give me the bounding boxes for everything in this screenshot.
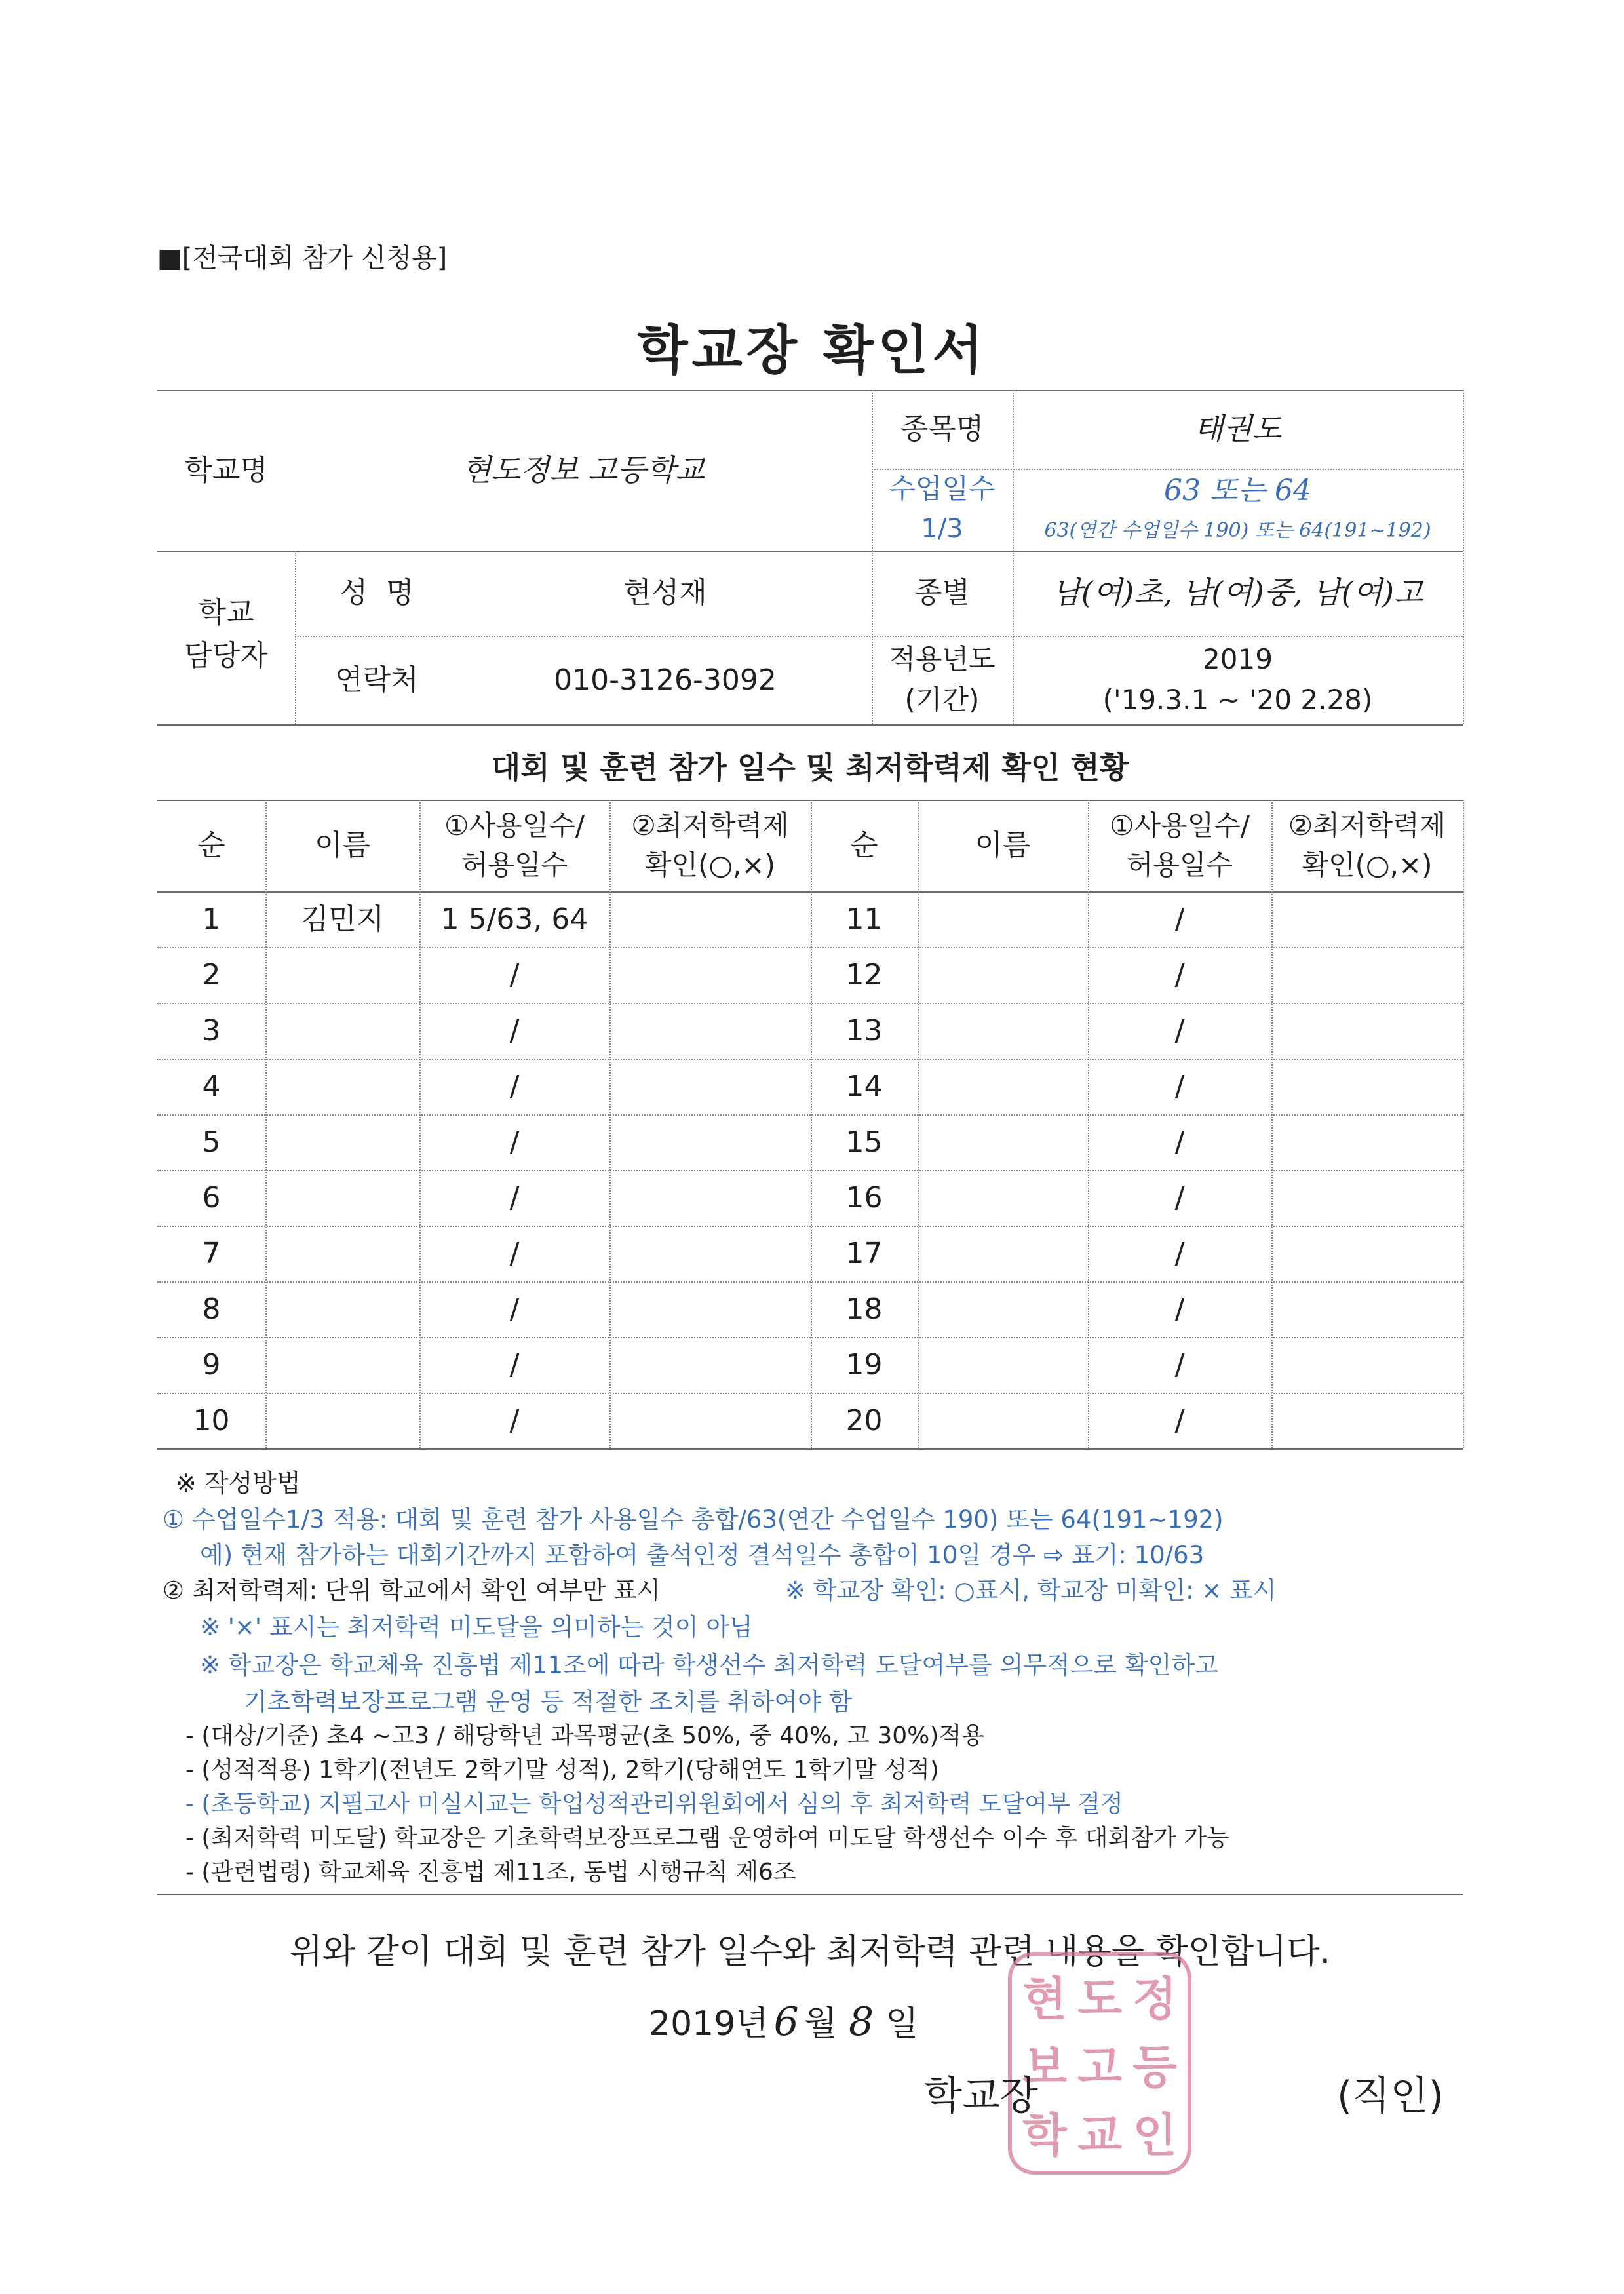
row-no: 8 [202, 1292, 221, 1326]
seal-label: (직인) [1337, 2073, 1444, 2119]
name-value: 현성재 [623, 576, 707, 610]
contact-value: 010-3126-3092 [554, 663, 777, 697]
section-title: 대회 및 훈련 참가 일수 및 최저학력제 확인 현황 [491, 750, 1129, 785]
note-1-example: 예) 현재 참가하는 대회기간까지 포함하여 출석인정 결석일수 총합이 10일 경우 ⇨ 표기: 10/63 [200, 1541, 1205, 1569]
row-days-right: / [1174, 1348, 1185, 1382]
row-no-right: 17 [845, 1236, 883, 1270]
row-no-right: 16 [845, 1180, 883, 1215]
row-no: 7 [202, 1236, 221, 1270]
row-no-right: 20 [845, 1403, 883, 1437]
sport-label: 종목명 [900, 412, 984, 446]
sport-value: 태권도 [1193, 411, 1282, 447]
school-label: 학교명 [184, 453, 268, 487]
header-name-right: 이름 [975, 828, 1031, 863]
days-label: 수업일수 [889, 472, 996, 505]
header-no: 순 [197, 828, 225, 863]
row-days: / [509, 1348, 520, 1382]
detail-1: - (대상/기준) 초4 ~고3 / 해당학년 과목평균(초 50%, 중 40%, 고 30%)적용 [185, 1722, 984, 1749]
row-days-right: / [1174, 1292, 1185, 1326]
days-subvalue: 63(연간 수업일수 190) 또는 64(191~192) [1044, 518, 1431, 542]
row-days: / [509, 1292, 520, 1326]
manager-label: 학교 [198, 596, 254, 630]
header-min-check-right: 확인(○,×) [1302, 848, 1433, 881]
type-value: 남(여)초, 남(여)중, 남(여)고 [1052, 575, 1423, 611]
row-no: 1 [202, 902, 221, 936]
type-label: 종별 [914, 576, 970, 610]
header-name: 이름 [314, 828, 370, 863]
page-title: 학교장 확인서 [637, 320, 987, 381]
row-days: 1 5/63, 64 [440, 902, 589, 936]
row-no: 2 [202, 958, 221, 992]
form-tag: ■[전국대회 참가 신청용] [157, 243, 448, 273]
row-no-right: 19 [845, 1348, 883, 1382]
row-no-right: 18 [845, 1292, 883, 1326]
header-allowed-days-right: 허용일수 [1126, 848, 1233, 881]
row-days: / [509, 958, 520, 992]
date-line [649, 1996, 918, 2045]
header-min-academic-right: ②최저학력제 [1288, 809, 1446, 842]
date-month-unit: 월 [803, 2004, 837, 2044]
header-allowed-days: 허용일수 [461, 848, 568, 881]
row-no: 10 [193, 1403, 230, 1437]
note-3: ※ '×' 표시는 최저학력 미도달을 의미하는 것이 아님 [200, 1613, 753, 1641]
row-no-right: 11 [845, 902, 883, 936]
note-1: ① 수업일수1/3 적용: 대회 및 훈련 참가 사용일수 총합/63(연간 수업일수 190) 또는 64(191~192) [163, 1506, 1224, 1534]
row-no-right: 14 [845, 1069, 883, 1103]
header-min-academic: ②최저학력제 [631, 809, 789, 842]
note-4: ※ 학교장은 학교체육 진흥법 제11조에 따라 학생선수 최저학력 도달여부를 의무적으로 확인하고 [200, 1651, 1218, 1679]
row-days: / [509, 1069, 520, 1103]
row-days: / [509, 1180, 520, 1215]
row-days-right: / [1174, 1180, 1185, 1215]
date-day: 8 [849, 1999, 874, 2045]
row-no-right: 15 [845, 1125, 883, 1159]
row-days-right: / [1174, 1069, 1185, 1103]
detail-5: - (관련법령) 학교체육 진흥법 제11조, 동법 시행규칙 제6조 [185, 1859, 796, 1886]
note-2-mark: ※ 학교장 확인: ○표시, 학교장 미확인: × 표시 [785, 1576, 1277, 1604]
date-month: 6 [773, 1999, 799, 2045]
row-no-right: 12 [845, 958, 883, 992]
header-used-days: ①사용일수/ [444, 809, 585, 842]
note-2: ② 최저학력제: 단위 학교에서 확인 여부만 표시 [163, 1576, 661, 1604]
days-fraction: 1/3 [921, 514, 963, 544]
name-label: 성 명 [339, 576, 414, 610]
row-days: / [509, 1236, 520, 1270]
header-used-days-right: ①사용일수/ [1109, 809, 1250, 842]
row-days-right: / [1174, 958, 1185, 992]
date-year: 2019년 [649, 2004, 769, 2044]
year-period: ('19.3.1 ~ '20 2.28) [1102, 683, 1373, 716]
row-days-right: / [1174, 1013, 1185, 1047]
year-value: 2019 [1203, 642, 1273, 675]
row-days-right: / [1174, 902, 1185, 936]
row-days-right: / [1174, 1403, 1185, 1437]
note-4-cont: 기초학력보장프로그램 운영 등 적절한 조치를 취하여야 함 [244, 1688, 853, 1716]
row-no: 3 [202, 1013, 221, 1047]
header-no-right: 순 [850, 828, 878, 863]
row-days-right: / [1174, 1236, 1185, 1270]
row-name: 김민지 [300, 902, 385, 936]
row-no: 5 [202, 1125, 221, 1159]
row-days: / [509, 1125, 520, 1159]
days-value: 63 또는 64 [1164, 474, 1311, 508]
detail-3: - (초등학교) 지필고사 미실시교는 학업성적관리위원회에서 심의 후 최저학력 도달여부 결정 [185, 1791, 1123, 1818]
row-no: 9 [202, 1348, 221, 1382]
row-days: / [509, 1013, 520, 1047]
manager-label-2: 담당자 [184, 639, 268, 673]
row-days-right: / [1174, 1125, 1185, 1159]
confirm-statement: 위와 같이 대회 및 훈련 참가 일수와 최저학력 관련 내용을 확인합니다. [289, 1932, 1331, 1972]
row-no: 4 [202, 1069, 221, 1103]
year-label-2: (기간) [904, 683, 980, 716]
year-label: 적용년도 [889, 642, 996, 675]
school-seal: 현 도 정 보 고 등 학 교 인 [1008, 1952, 1191, 2175]
row-no: 6 [202, 1180, 221, 1215]
detail-2: - (성적적용) 1학기(전년도 2학기말 성적), 2학기(당해연도 1학기말 성적) [185, 1757, 939, 1783]
detail-4: - (최저학력 미도달) 학교장은 기초학력보장프로그램 운영하여 미도달 학생선수 이수 후 대회참가 가능 [185, 1825, 1229, 1852]
contact-label: 연락처 [335, 663, 419, 697]
header-min-check: 확인(○,×) [644, 848, 776, 881]
row-no-right: 13 [845, 1013, 883, 1047]
notes-heading: ※ 작성방법 [176, 1469, 301, 1498]
date-day-unit: 일 [885, 2004, 919, 2044]
school-value: 현도정보 고등학교 [461, 452, 705, 488]
principal-label: 학교장 [924, 2073, 1038, 2119]
row-days: / [509, 1403, 520, 1437]
